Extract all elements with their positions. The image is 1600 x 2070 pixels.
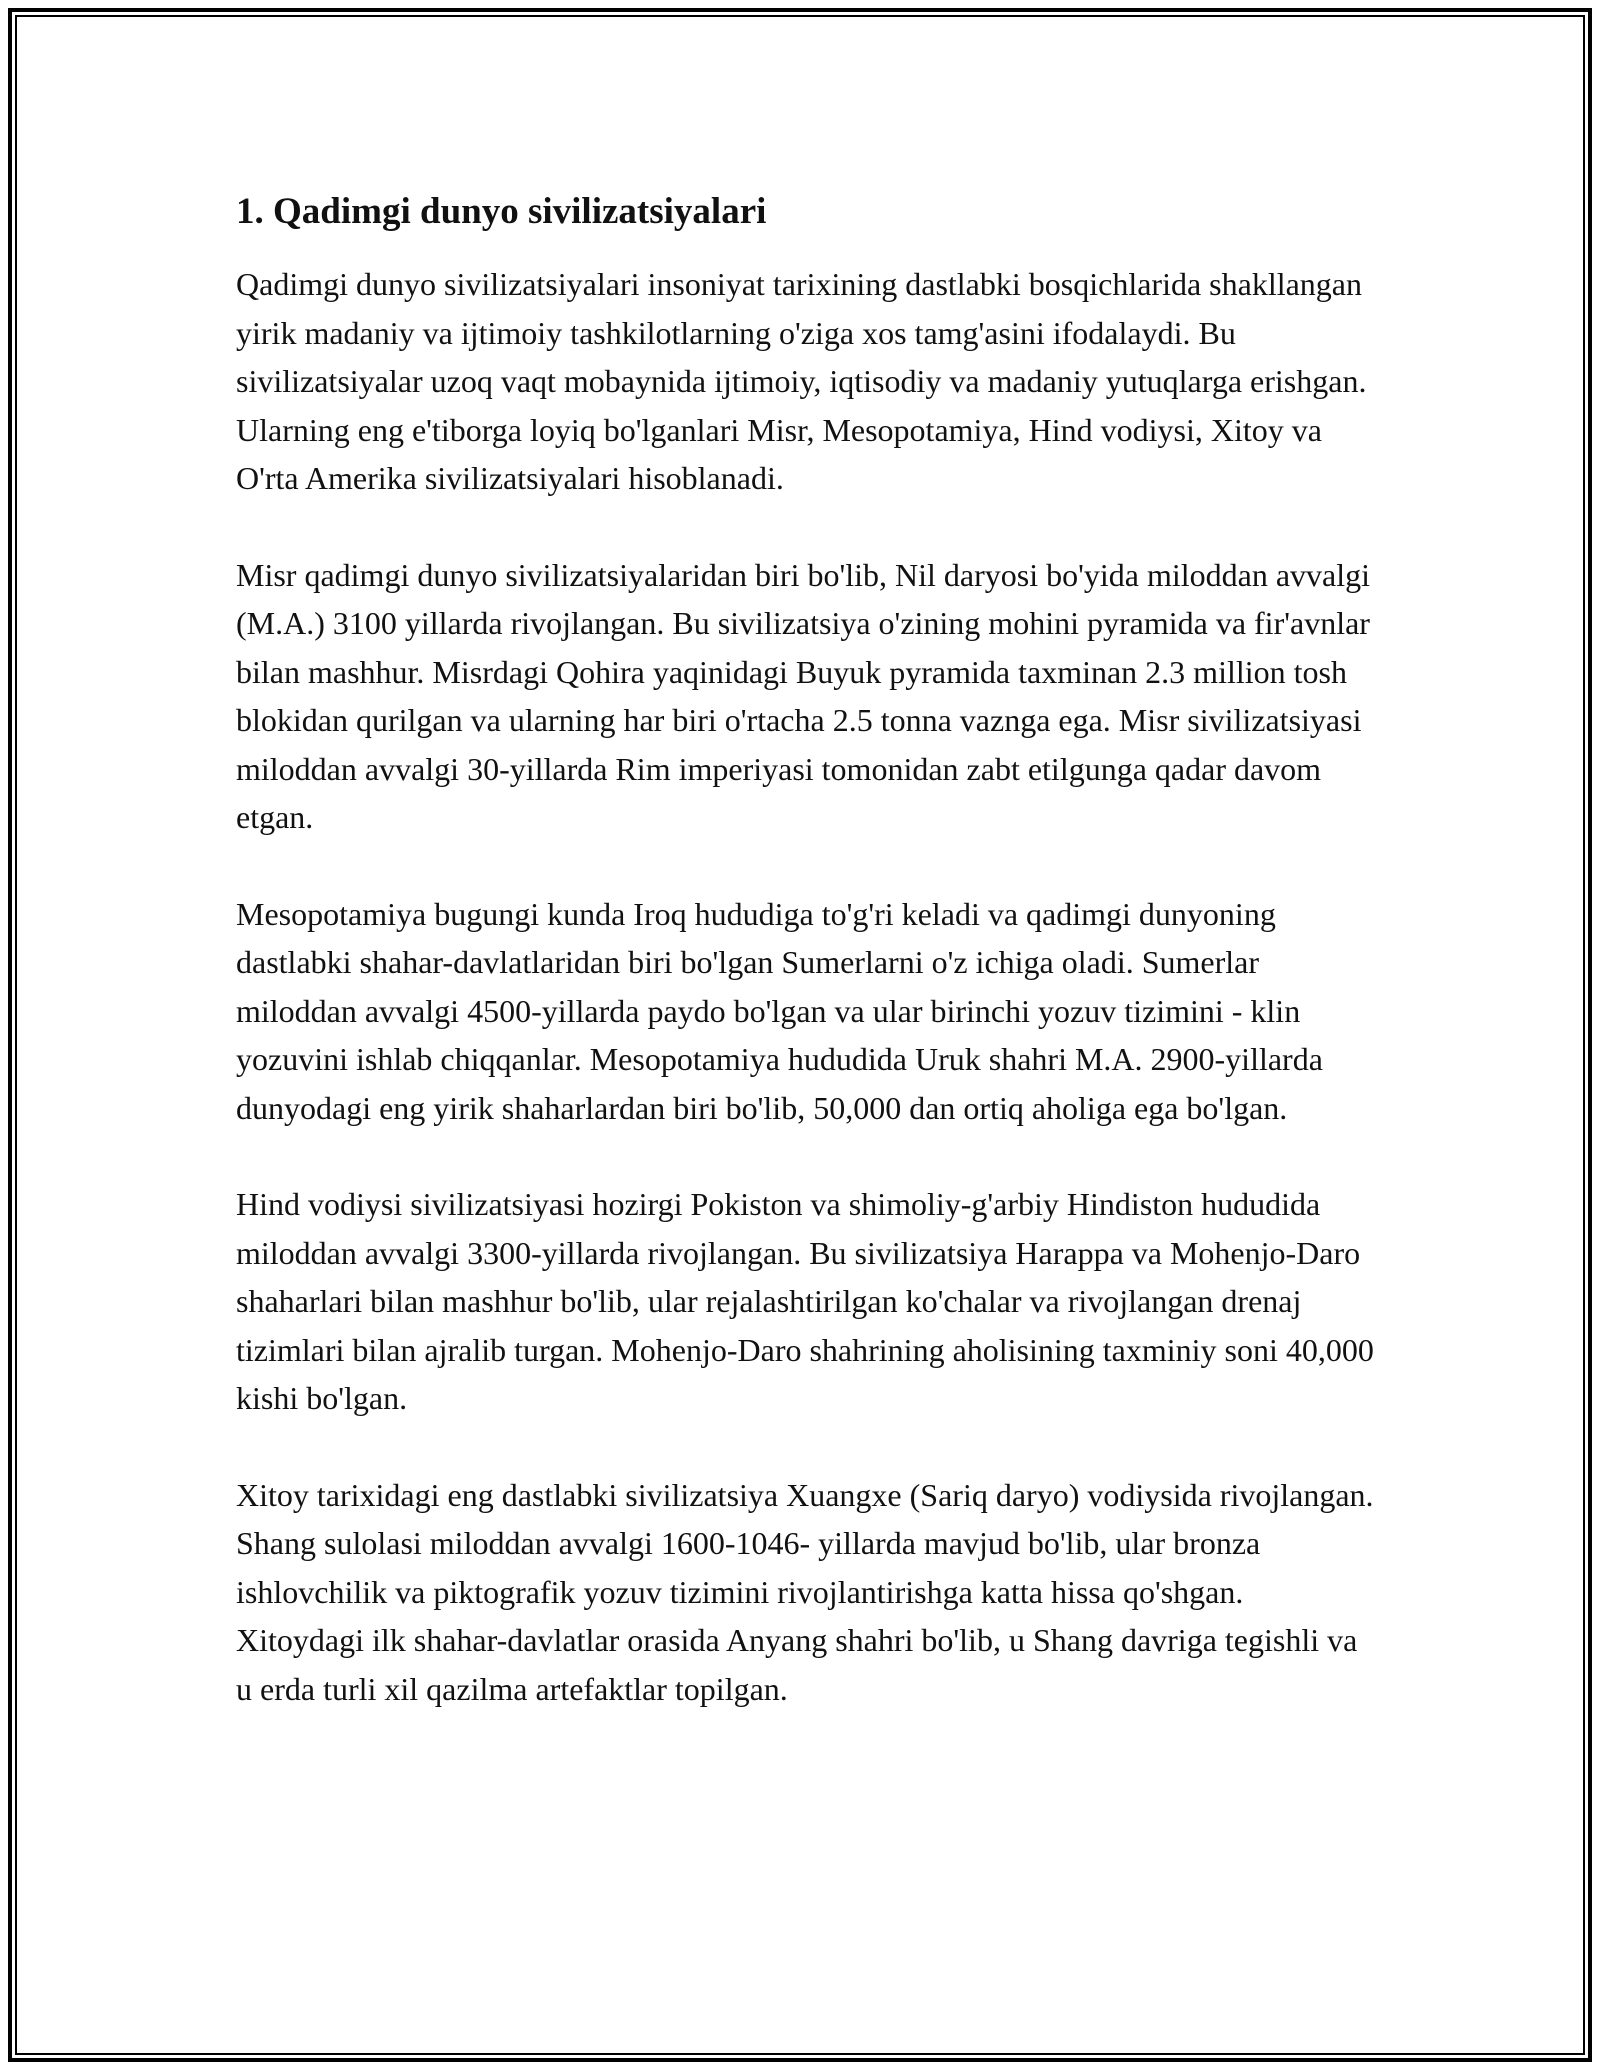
paragraph-china: Xitoy tarixidagi eng dastlabki sivilizatsiya Xuangxe (Sariq daryo) vodiysida rivojlangan. Shang sulolasi miloddan avvalgi 1600-1046- yillarda mavjud bo'lib, ular bronza ishlovchilik va piktografik yozuv tizimini rivojlantirishga katta hissa qo'shgan. Xitoydagi ilk shahar-davlatlar orasida Anyang shahri bo'lib, u Shang davriga tegishli va u erda turli xil qazilma artefaktlar topilgan.	[236, 1476, 1374, 1707]
paragraph-egypt: Misr qadimgi dunyo sivilizatsiyalaridan biri bo'lib, Nil daryosi bo'yida miloddan avvalgi (M.A.) 3100 yillarda rivojlangan. Bu sivilizatsiya o'zining mohini pyramida va fir'avnlar bilan mashhur. Misrdagi Qohira yaqinidagi Buyuk pyramida taxminan 2.3 million tosh blokidan qurilgan va ularning har biri o'rtacha 2.5 tonna vaznga ega. Misr sivilizatsiyasi miloddan avvalgi 30-yillarda Rim imperiyasi tomonidan zabt etilgunga qadar davom etgan.	[236, 556, 1371, 835]
document-body	[236, 188, 1376, 1761]
paragraph-indus-valley: Hind vodiysi sivilizatsiyasi hozirgi Pokiston va shimoliy-g'arbiy Hindiston hududida miloddan avvalgi 3300-yillarda rivojlangan. Bu sivilizatsiya Harappa va Mohenjo-Daro shaharlari bilan mashhur bo'lib, ular rejalashtirilgan ko'chalar va rivojlangan drenaj tizimlari bilan ajralib turgan. Mohenjo-Daro shahrining aholisining taxminiy soni 40,000 kishi bo'lgan.	[236, 1186, 1374, 1416]
paragraph-mesopotamia: Mesopotamiya bugungi kunda Iroq hududiga to'g'ri keladi va qadimgi dunyoning dastlabki shahar-davlatlaridan biri bo'lgan Sumerlarni o'z ichiga oladi. Sumerlar miloddan avvalgi 4500-yillarda paydo bo'lgan va ular birinchi yozuv tizimini - klin yozuvini ishlab chiqqanlar. Mesopotamiya hududida Uruk shahri M.A. 2900-yillarda dunyodagi eng yirik shaharlardan biri bo'lib, 50,000 dan ortiq aholiga ega bo'lgan.	[236, 895, 1323, 1126]
paragraph-intro: Qadimgi dunyo sivilizatsiyalari insoniyat tarixining dastlabki bosqichlarida shakllangan yirik madaniy va ijtimoiy tashkilotlarning o'ziga xos tamg'asini ifodalaydi. Bu sivilizatsiyalar uzoq vaqt mobaynida ijtimoiy, iqtisodiy va madaniy yutuqlarga erishgan. Ularning eng e'tiborga loyiq bo'lganlari Misr, Mesopotamiya, Hind vodiysi, Xitoy va O'rta Amerika sivilizatsiyalari hisoblanadi.	[236, 266, 1367, 496]
section-heading: 1. Qadimgi dunyo sivilizatsiyalari	[236, 191, 767, 232]
